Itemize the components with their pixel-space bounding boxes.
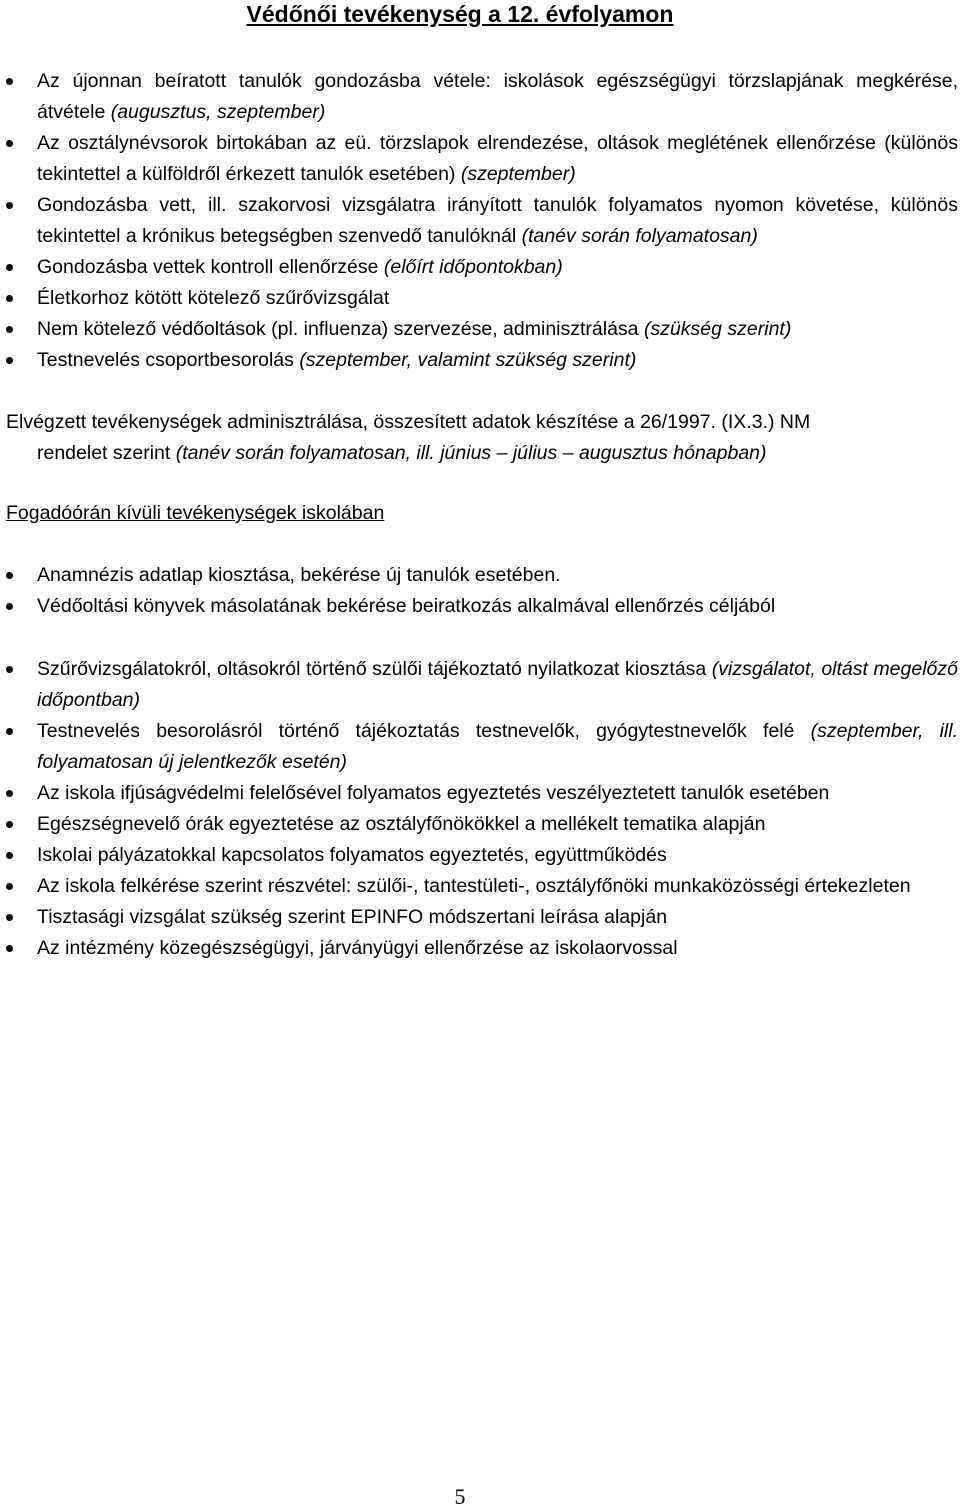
bullet-icon xyxy=(6,790,13,797)
list-item xyxy=(0,252,958,283)
item-text: Anamnézis adatlap kiosztása, bekérése új tanulók esetében. xyxy=(37,564,561,586)
item-text: Az osztálynévsorok birtokában az eü. törzslapok elrendezése, oltások meglétének ellenőrzése (különös tekintettel a külföldről érkezett tanulók esetében) xyxy=(37,132,958,185)
list-item xyxy=(0,560,958,591)
activity-list xyxy=(0,66,958,376)
list-item xyxy=(0,809,958,840)
item-text: Védőoltási könyvek másolatának bekérése beiratkozás alkalmával ellenőrzés céljából xyxy=(37,595,776,617)
bullet-icon xyxy=(6,326,13,333)
list-item xyxy=(0,778,958,809)
list-item xyxy=(0,840,958,871)
item-text: Az iskola ifjúságvédelmi felelősével folyamatos egyeztetés veszélyeztetett tanulók esetében xyxy=(37,782,830,804)
admin-note xyxy=(6,407,946,469)
bullet-icon xyxy=(6,666,13,673)
list-item xyxy=(0,933,958,964)
page-title: Védőnői tevékenység a 12. évfolyamon xyxy=(246,1,674,27)
item-text: Testnevelés csoportbesorolás xyxy=(37,349,300,371)
item-text: Testnevelés besorolásról történő tájékoztatás testnevelők, gyógytestnevelők felé xyxy=(37,720,811,742)
note-line-2-text: rendelet szerint xyxy=(37,442,176,464)
item-text: Nem kötelező védőoltások (pl. influenza) szervezése, adminisztrálása xyxy=(37,318,644,340)
list-item xyxy=(0,902,958,933)
note-line-2 xyxy=(6,438,946,469)
list-item xyxy=(0,66,958,128)
bullet-icon xyxy=(6,883,13,890)
bullet-icon xyxy=(6,728,13,735)
bullet-icon xyxy=(6,264,13,271)
item-note: (tanév során folyamatosan) xyxy=(521,225,758,247)
list-item xyxy=(0,128,958,190)
item-text: Gondozásba vettek kontroll ellenőrzése xyxy=(37,256,384,278)
item-note: (szeptember, ill. folyamatosan új jelentkezők esetén) xyxy=(37,720,958,773)
item-text: Gondozásba vett, ill. szakorvosi vizsgálatra irányított tanulók folyamatos nyomon követése, különös tekintettel a krónikus betegségben szenvedő tanulóknál xyxy=(37,194,958,247)
bullet-icon xyxy=(6,295,13,302)
bullet-icon xyxy=(6,78,13,85)
item-text: Szűrővizsgálatokról, oltásokról történő szülői tájékoztató nyilatkozat kiosztása xyxy=(37,658,712,680)
activity-list-2a xyxy=(0,560,958,622)
bullet-icon xyxy=(6,140,13,147)
item-text: Az újonnan beíratott tanulók gondozásba vétele: iskolások egészségügyi törzslapjának megkérése, átvétele xyxy=(37,70,958,123)
item-text: Iskolai pályázatokkal kapcsolatos folyamatos egyeztetés, együttműködés xyxy=(37,844,667,866)
item-note: (szeptember) xyxy=(460,163,576,185)
item-note: (szeptember, valamint szükség szerint) xyxy=(299,349,637,371)
item-text: Életkorhoz kötött kötelező szűrővizsgálat xyxy=(37,287,390,309)
activity-list-2b xyxy=(0,654,958,964)
bullet-icon xyxy=(6,852,13,859)
item-text: Az iskola felkérése szerint részvétel: szülői-, tantestületi-, osztályfőnöki munkaközösségi értekezleten xyxy=(37,875,911,897)
list-item xyxy=(0,190,958,252)
item-note: (szükség szerint) xyxy=(643,318,792,340)
item-text: Tisztasági vizsgálat szükség szerint EPINFO módszertani leírása alapján xyxy=(37,906,668,928)
item-text: Egészségnevelő órák egyeztetése az osztályfőnökökkel a mellékelt tematika alapján xyxy=(37,813,766,835)
item-note: (előírt időpontokban) xyxy=(383,256,563,278)
section-heading: Fogadóórán kívüli tevékenységek iskolában xyxy=(6,502,385,524)
list-item xyxy=(0,654,958,716)
bullet-icon xyxy=(6,572,13,579)
bullet-icon xyxy=(6,202,13,209)
bullet-icon xyxy=(6,357,13,364)
list-item xyxy=(0,345,958,376)
note-line-2-italic: (tanév során folyamatosan, ill. június – július – augusztus hónapban) xyxy=(175,442,767,464)
list-item xyxy=(0,283,958,314)
item-note: (vizsgálatot, oltást megelőző időpontban) xyxy=(37,658,958,711)
list-item xyxy=(0,591,958,622)
note-line-1: Elvégzett tevékenységek adminisztrálása, összesített adatok készítése a 26/1997. (IX.3.) NM xyxy=(6,411,811,433)
list-item xyxy=(0,314,958,345)
bullet-icon xyxy=(6,945,13,952)
item-note: (augusztus, szeptember) xyxy=(110,101,326,123)
bullet-icon xyxy=(6,821,13,828)
page-number: 5 xyxy=(454,1484,466,1509)
list-item xyxy=(0,716,958,778)
list-item xyxy=(0,871,958,902)
bullet-icon xyxy=(6,603,13,610)
item-text: Az intézmény közegészségügyi, járványügyi ellenőrzése az iskolaorvossal xyxy=(37,937,678,959)
bullet-icon xyxy=(6,914,13,921)
